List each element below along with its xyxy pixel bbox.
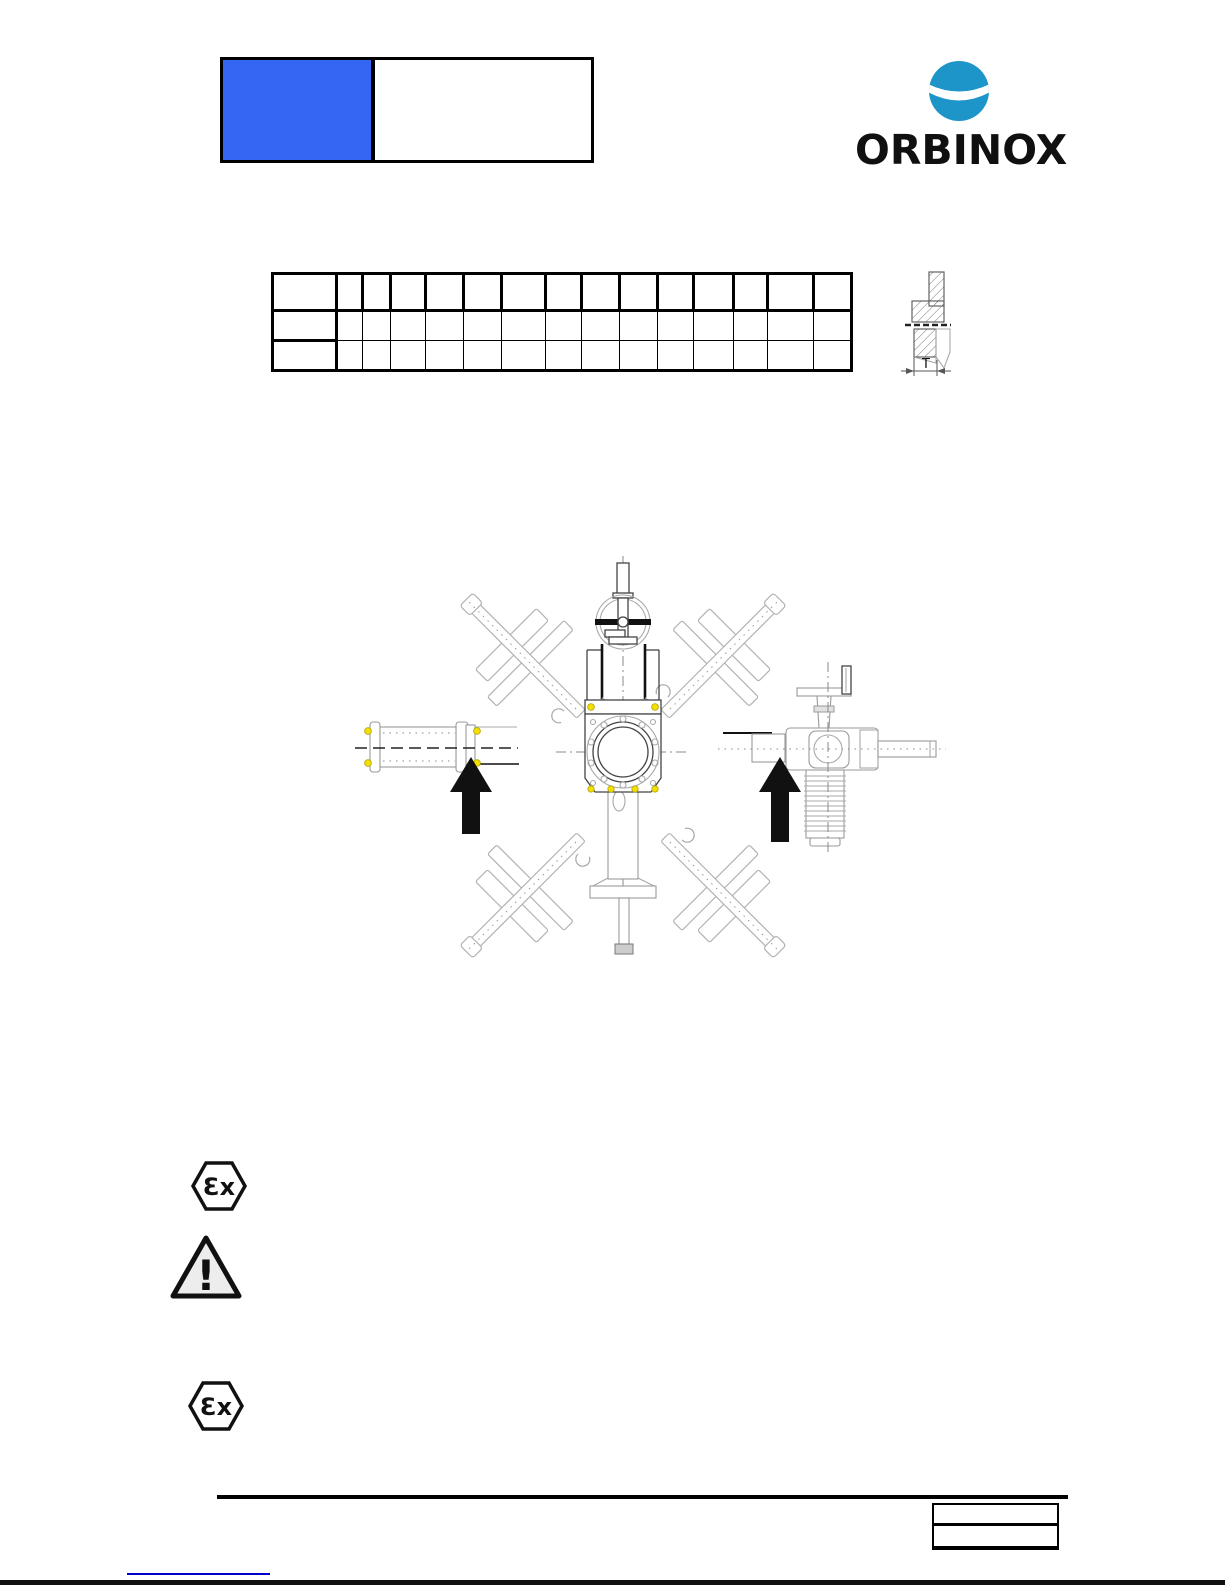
knife-gate-valve-body [585,644,661,792]
bolt-highlight [632,786,638,792]
warning-triangle [168,1232,244,1302]
pneumatic-cylinder-actuator [355,722,519,772]
table-header-row [273,274,852,311]
floor-pedestal-actuator [590,773,656,954]
bevel-gear-actuator-sw [428,799,619,960]
page-bottom-bar [0,1580,1225,1585]
motor-fins [804,770,846,846]
section-detail-drawing [895,265,975,383]
approval-box-row [934,1505,1057,1526]
bolt-highlight [652,786,658,792]
table-cell [273,274,337,311]
valve-actuator-options-drawing [350,548,950,960]
dimension-label: T [922,357,930,372]
hyperlink-underline[interactable] [127,1573,270,1575]
exclamation-icon: ! [196,1251,216,1300]
atex-label: Ɛx [202,1173,236,1201]
bolt-highlight [588,786,594,792]
revision-box-white-cell [375,60,591,160]
atex-label: Ɛx [199,1393,233,1421]
bevel-gear-actuator-se [627,799,818,960]
table-cell [273,311,337,341]
dimensions-table [271,272,853,372]
logo-wordmark: ORBINOX [855,126,1068,174]
table-cell [273,341,337,371]
bolt-highlight [608,786,614,792]
atex-symbol-1 [190,1158,248,1214]
table-row [273,341,852,371]
bolt-highlight [588,704,595,711]
table-row [273,311,852,341]
body-section [914,329,936,357]
atex-symbol-2 [187,1378,245,1434]
revision-box [220,57,594,163]
revision-box-blue-cell [223,60,375,160]
orbinox-logo [855,60,1068,175]
bolt-highlight [652,704,659,711]
flange-section [912,301,944,322]
approval-box [932,1503,1059,1550]
body-outline [936,329,950,368]
logo-sphere-icon [928,60,990,122]
handwheel-actuator [595,563,651,649]
footer-rule [217,1495,1068,1499]
